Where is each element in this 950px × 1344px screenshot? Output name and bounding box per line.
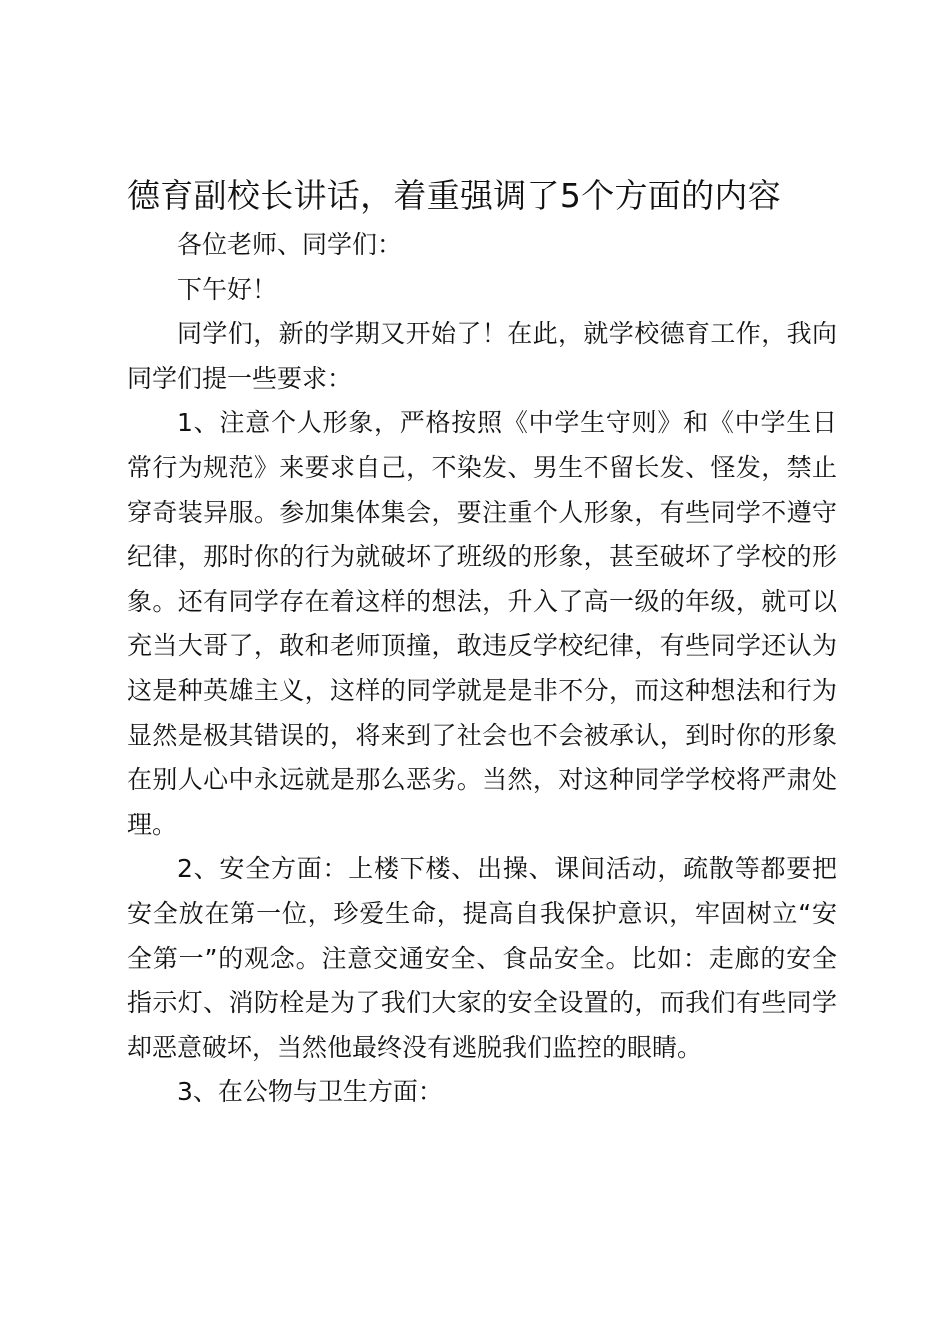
document-title: 德育副校长讲话，着重强调了5个方面的内容 <box>127 176 781 215</box>
greeting-paragraph: 下午好！ <box>177 274 278 304</box>
document-body <box>127 223 837 1115</box>
point-3-paragraph: 3、在公物与卫生方面： <box>177 1077 443 1107</box>
intro-paragraph: 同学们，新的学期又开始了！在此，就学校德育工作，我向同学们提一些要求： <box>127 319 837 393</box>
point-2-paragraph: 2、安全方面：上楼下楼、出操、课间活动，疏散等都要把安全放在第一位，珍爱生命，提高自我保护意识，牢固树立“安全第一”的观念。注意交通安全、食品安全。比如：走廊的安全指示灯、消防栓是为了我们大家的安全设置的，而我们有些同学却恶意破坏，当然他最终没有逃脱我们监控的眼睛。 <box>127 854 837 1062</box>
salutation-paragraph: 各位老师、同学们： <box>177 230 403 259</box>
point-1-paragraph: 1、注意个人形象，严格按照《中学生守则》和《中学生日常行为规范》来要求自己，不染发、男生不留长发、怪发，禁止穿奇装异服。参加集体集会，要注重个人形象，有些同学不遵守纪律，那时你的行为就破坏了班级的形象，甚至破坏了学校的形象。还有同学存在着这样的想法，升入了高一级的年级，就可以充当大哥了，敢和老师顶撞，敢违反学校纪律，有些同学还认为这是种英雄主义，这样的同学就是是非不分，而这种想法和行为显然是极其错误的，将来到了社会也不会被承认，到时你的形象在别人心中永远就是那么恶劣。当然，对这种同学学校将严肃处理。 <box>127 408 837 839</box>
